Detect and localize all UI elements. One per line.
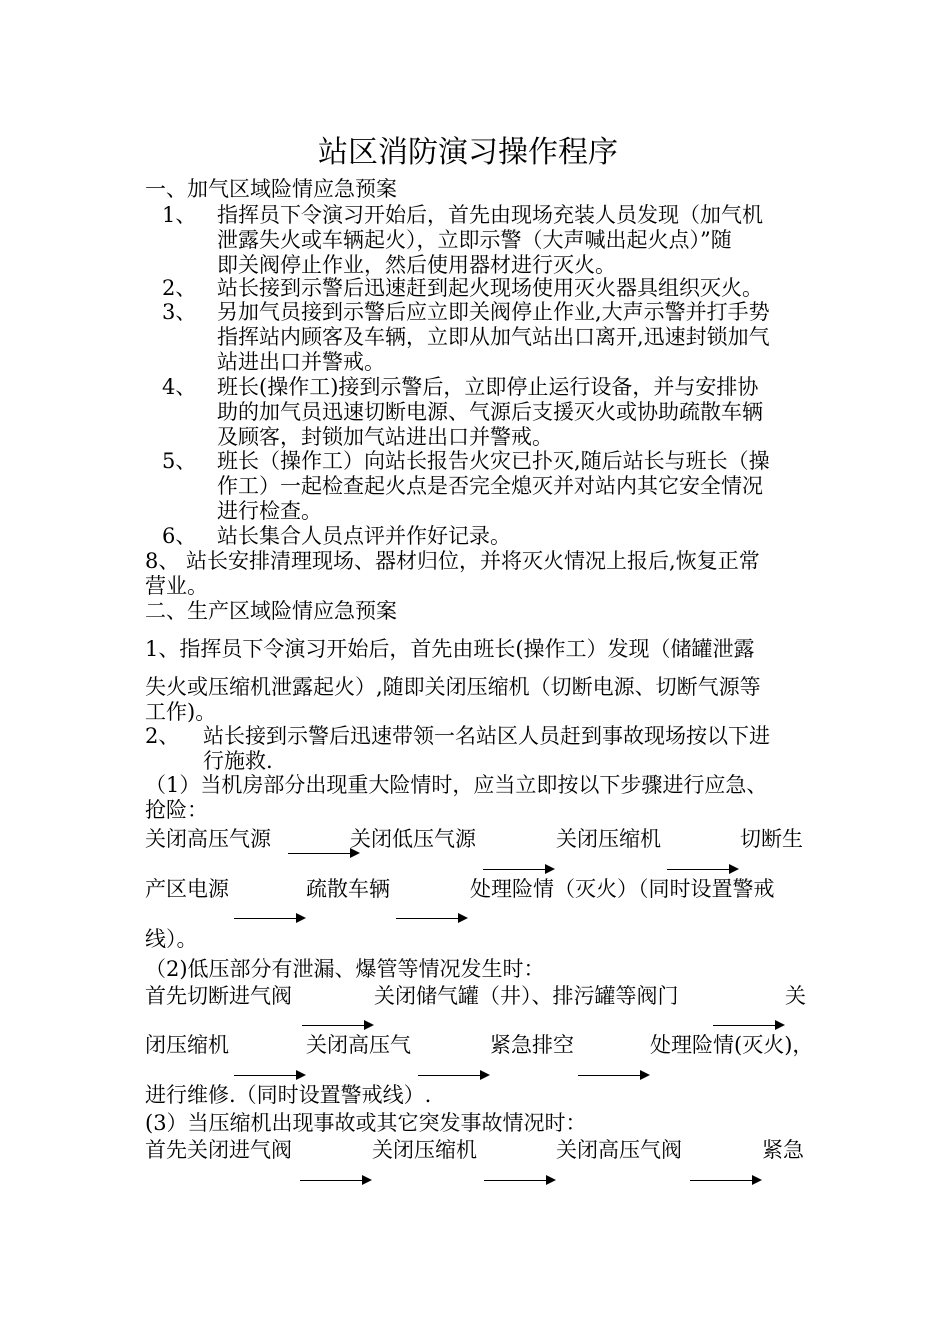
flow-step: 切断生 [740, 827, 803, 851]
flow-step: 关闭压缩机 [556, 827, 661, 851]
flow-arrow [483, 869, 553, 870]
item8-line: 8、 站长安排清理现场、器材归位，并将灭火情况上报后,恢复正常 [145, 549, 760, 573]
flow-step: 进行维修.（同时设置警戒线）. [145, 1083, 432, 1107]
flow-step: 关 [785, 984, 806, 1008]
item8-line: 营业。 [145, 574, 208, 598]
item-line: 指挥员下令演习开始后，首先由现场充装人员发现（加气机 [217, 203, 763, 227]
flow-arrow [288, 853, 358, 854]
flow-arrow [713, 1025, 783, 1026]
flow-step: 疏散车辆 [306, 877, 390, 901]
item-line: 行施救. [203, 749, 273, 773]
paragraph-line: 1、指挥员下令演习开始后，首先由班长(操作工）发现（储罐泄露 [145, 637, 755, 661]
item-line: 泄露失火或车辆起火），立即示警（大声喊出起火点）”随 [217, 228, 732, 252]
flow-step: 闭压缩机 [145, 1033, 229, 1057]
item-line: 进行检查。 [217, 499, 322, 523]
flow-step: 首先切断进气阀 [145, 984, 292, 1008]
case1-heading: （1）当机房部分出现重大险情时，应当立即按以下步骤进行应急、 [145, 773, 768, 797]
flow-step: 关闭高压气阀 [556, 1138, 682, 1162]
case1-heading: 抢险： [145, 798, 208, 822]
flow-step: 处理险情（灭火）（同时设置警戒 [470, 877, 775, 901]
flow-arrow [396, 918, 466, 919]
flow-step: 紧急 [762, 1138, 804, 1162]
item-line: 站长集合人员点评并作好记录。 [217, 524, 511, 548]
flow-step: 线）。 [145, 927, 198, 951]
flow-arrow [578, 1075, 648, 1076]
flow-arrow [418, 1075, 488, 1076]
flow-arrow [234, 918, 304, 919]
flow-step: 关闭低压气源 [350, 827, 476, 851]
item-line: 另加气员接到示警后应立即关阀停止作业,大声示警并打手势 [217, 300, 770, 324]
flow-arrow [234, 1075, 304, 1076]
document-title: 站区消防演习操作程序 [318, 135, 618, 170]
item-number: 3、 [162, 300, 197, 324]
paragraph-line: 失火或压缩机泄露起火）,随即关闭压缩机（切断电源、切断气源等 [145, 675, 761, 699]
section2-heading: 二、生产区域险情应急预案 [145, 599, 397, 623]
item-line: 站进出口并警戒。 [217, 350, 385, 374]
item-line: 即关阀停止作业，然后使用器材进行灭火。 [217, 253, 616, 277]
item-line: 及顾客，封锁加气站进出口并警戒。 [217, 425, 553, 449]
flow-step: 产区电源 [145, 877, 229, 901]
flow-step: 关闭储气罐（井）、排污罐等阀门 [374, 984, 679, 1008]
item-line: 作工）一起检查起火点是否完全熄灭并对站内其它安全情况 [217, 474, 763, 498]
section1-heading: 一、加气区域险情应急预案 [145, 177, 397, 201]
item-line: 站长接到示警后迅速带领一名站区人员赶到事故现场按以下进 [203, 724, 770, 748]
case3-heading: (3）当压缩机出现事故或其它突发事故情况时： [145, 1111, 587, 1135]
flow-step: 关闭高压气 [306, 1033, 411, 1057]
flow-arrow [690, 1180, 760, 1181]
case2-heading: （2)低压部分有泄漏、爆管等情况发生时： [145, 957, 545, 981]
item-line: 指挥站内顾客及车辆，立即从加气站出口离开,迅速封锁加气 [217, 325, 770, 349]
item-number: 5、 [162, 449, 197, 473]
flow-step: 关闭高压气源 [145, 827, 271, 851]
item-line: 班长（操作工）向站长报告火灾已扑灭,随后站长与班长（操 [217, 449, 770, 473]
flow-step: 关闭压缩机 [372, 1138, 477, 1162]
item-number: 2、 [145, 724, 180, 748]
item-line: 助的加气员迅速切断电源、气源后支援灭火或协助疏散车辆 [217, 400, 763, 424]
flow-step: 紧急排空 [490, 1033, 574, 1057]
flow-step: 处理险情(灭火)， [650, 1033, 814, 1057]
item-number: 2、 [162, 276, 197, 300]
flow-arrow [302, 1025, 372, 1026]
item-number: 6、 [162, 524, 197, 548]
item-number: 1、 [162, 203, 197, 227]
item-line: 班长(操作工)接到示警后，立即停止运行设备，并与安排协 [217, 375, 759, 399]
paragraph-line: 工作)。 [145, 700, 217, 724]
item-number: 4、 [162, 375, 197, 399]
flow-arrow [484, 1180, 554, 1181]
item-line: 站长接到示警后迅速赶到起火现场使用灭火器具组织灭火。 [217, 276, 763, 300]
flow-arrow [667, 869, 737, 870]
flow-arrow [300, 1180, 370, 1181]
flow-step: 首先关闭进气阀 [145, 1138, 292, 1162]
